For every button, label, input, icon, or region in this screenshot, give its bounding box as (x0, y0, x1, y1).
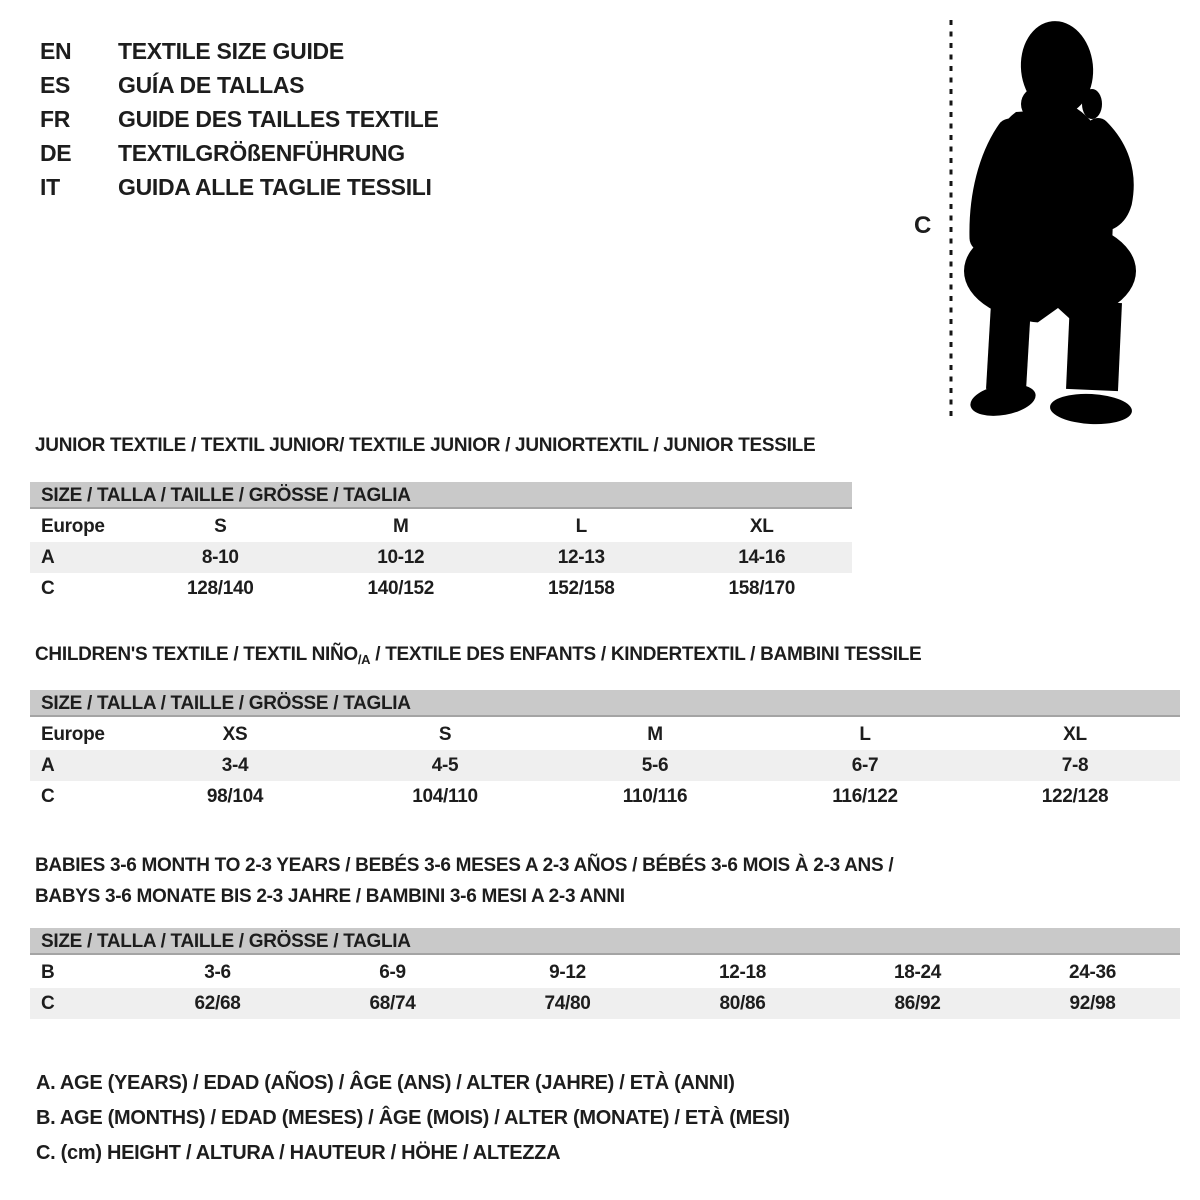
language-row (40, 170, 439, 204)
language-row (40, 102, 439, 136)
height-cell: 62/68 (194, 992, 241, 1014)
children-size-table (30, 719, 1180, 812)
height-cell: 158/170 (728, 577, 796, 599)
age-cell: 18-24 (893, 961, 942, 983)
height-cell: 98/104 (206, 785, 264, 807)
size-header-bar-babies: SIZE / TALLA / TAILLE / GRÖSSE / TAGLIA (30, 928, 1180, 955)
age-cell: 8-10 (201, 546, 239, 568)
section-title-junior: JUNIOR TEXTILE / TEXTIL JUNIOR/ TEXTILE JUNIOR / JUNIORTEXTIL / JUNIOR TESSILE (35, 435, 816, 456)
language-row (40, 34, 439, 68)
size-cell: M (392, 515, 409, 537)
babies-size-table (30, 957, 1180, 1019)
language-title: TEXTILGRÖßENFÜHRUNG (118, 140, 405, 166)
height-measure-dashed-line (947, 20, 955, 420)
height-cell: 86/92 (894, 992, 941, 1014)
size-cell: XL (1063, 723, 1087, 745)
age-cell: 6-9 (379, 961, 406, 983)
size-cell: XL (749, 515, 774, 537)
height-cell: 68/74 (369, 992, 416, 1014)
size-cell: M (647, 723, 663, 745)
age-cell: 3-4 (221, 754, 249, 776)
row-label: C (41, 992, 55, 1014)
size-header-bar-junior: SIZE / TALLA / TAILLE / GRÖSSE / TAGLIA (30, 482, 852, 509)
language-code: DE (40, 140, 72, 166)
toddler-silhouette (958, 16, 1144, 430)
age-cell: 12-18 (718, 961, 767, 983)
language-title: GUÍA DE TALLAS (118, 72, 305, 98)
size-cell: L (859, 723, 871, 745)
section-title-children (35, 639, 921, 675)
babies-title-line2: BABYS 3-6 MONATE BIS 2-3 JAHRE / BAMBINI 3-6 MESI A 2-3 ANNI (35, 886, 625, 907)
table-row-europe (30, 511, 852, 542)
height-cell: 74/80 (544, 992, 591, 1014)
row-label: Europe (41, 515, 105, 537)
language-code: EN (40, 38, 72, 64)
size-cell: S (214, 515, 227, 537)
height-cell: 116/122 (832, 785, 898, 807)
size-header-bar-children: SIZE / TALLA / TAILLE / GRÖSSE / TAGLIA (30, 690, 1180, 717)
height-cell: 128/140 (186, 577, 254, 599)
height-cell: 104/110 (412, 785, 478, 807)
row-label: C (41, 785, 55, 807)
language-code: IT (40, 174, 60, 200)
language-row (40, 68, 439, 102)
section-title-babies (35, 850, 893, 912)
language-row (40, 136, 439, 170)
junior-size-table (30, 511, 852, 604)
row-label: A (41, 754, 55, 776)
age-cell: 14-16 (738, 546, 786, 568)
age-cell: 5-6 (641, 754, 669, 776)
language-title: GUIDA ALLE TAGLIE TESSILI (118, 174, 432, 200)
age-cell: 3-6 (204, 961, 231, 983)
size-cell: XS (222, 723, 248, 745)
children-title-text: / TEXTILE DES ENFANTS / KINDERTEXTIL / BAMBINI TESSILE (370, 644, 922, 665)
language-title-list (40, 34, 439, 204)
row-label: C (41, 577, 55, 599)
height-cell: 152/158 (547, 577, 615, 599)
footnote-height-cm: C. (cm) HEIGHT / ALTURA / HAUTEUR / HÖHE / ALTEZZA (36, 1142, 561, 1164)
height-cell: 110/116 (622, 785, 688, 807)
height-cell: 92/98 (1069, 992, 1116, 1014)
table-row-age-months (30, 957, 1180, 988)
size-cell: L (575, 515, 587, 537)
table-row-age (30, 750, 1180, 781)
table-row-europe (30, 719, 1180, 750)
footnote-age-years: A. AGE (YEARS) / EDAD (AÑOS) / ÂGE (ANS) / ALTER (JAHRE) / ETÀ (ANNI) (36, 1072, 735, 1094)
age-cell: 12-13 (557, 546, 605, 568)
row-label: Europe (41, 723, 105, 745)
row-label: B (41, 961, 55, 983)
measure-label-c: C (914, 212, 932, 239)
age-cell: 6-7 (851, 754, 879, 776)
height-cell: 140/152 (367, 577, 435, 599)
age-cell: 7-8 (1061, 754, 1089, 776)
height-cell: 80/86 (719, 992, 766, 1014)
table-row-height (30, 573, 852, 604)
language-code: ES (40, 72, 71, 98)
language-code: FR (40, 106, 71, 132)
size-cell: S (438, 723, 452, 745)
height-cell: 122/128 (1041, 785, 1109, 807)
footnote-age-months: B. AGE (MONTHS) / EDAD (MESES) / ÂGE (MOIS) / ALTER (MONATE) / ETÀ (MESI) (36, 1107, 790, 1129)
age-cell: 10-12 (377, 546, 425, 568)
children-title-text: CHILDREN'S TEXTILE / TEXTIL NIÑO (35, 644, 358, 665)
table-row-age (30, 542, 852, 573)
age-cell: 4-5 (431, 754, 459, 776)
table-row-height (30, 988, 1180, 1019)
babies-title-line1: BABIES 3-6 MONTH TO 2-3 YEARS / BEBÉS 3-6 MESES A 2-3 AÑOS / BÉBÉS 3-6 MOIS À 2-3 ANS / (35, 855, 894, 876)
language-title: GUIDE DES TAILLES TEXTILE (118, 106, 439, 132)
row-label: A (41, 546, 55, 568)
children-title-subscript: /A (357, 652, 371, 667)
legend-footnotes (36, 1066, 790, 1171)
language-title: TEXTILE SIZE GUIDE (118, 38, 344, 64)
age-cell: 24-36 (1068, 961, 1117, 983)
table-row-height (30, 781, 1180, 812)
age-cell: 9-12 (549, 961, 586, 983)
